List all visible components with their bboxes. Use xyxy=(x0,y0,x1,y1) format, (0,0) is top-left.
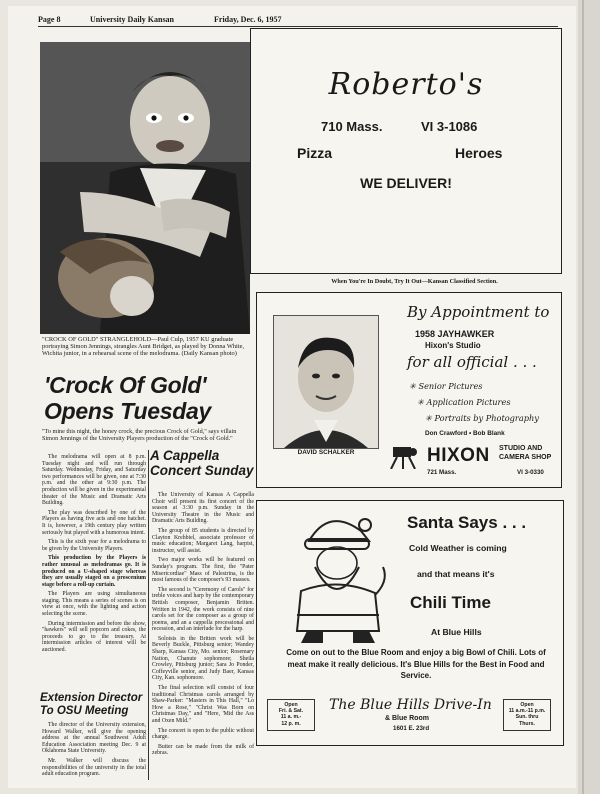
at-blue-hills: At Blue Hills xyxy=(431,627,482,637)
hixon-brand: HIXON xyxy=(427,445,490,466)
extension-body xyxy=(42,722,146,781)
bluehills-body: Come on out to the Blue Room and enjoy a big Bowl of Chili. Lots of meat make it really delicious. It's Blue Hills for the Best in Food and Service. xyxy=(286,648,546,680)
hixon-appointment: By Appointment to xyxy=(407,303,550,321)
hixon-studio-name: Hixon's Studio xyxy=(425,341,481,350)
chili-time: Chili Time xyxy=(410,593,491,612)
hixon-service: ✳ Application Pictures xyxy=(417,397,511,407)
hixon-jayhawker: 1958 JAYHAWKER xyxy=(415,329,495,339)
column-rule xyxy=(148,450,149,780)
santa-title: Santa Says . . . xyxy=(407,513,527,532)
santa-line1: Cold Weather is coming xyxy=(409,543,507,553)
roberto-address: 710 Mass. xyxy=(321,119,383,134)
bluehills-ad xyxy=(256,500,564,746)
newspaper-page xyxy=(8,6,576,788)
crock-headline: 'Crock Of Gold' Opens Tuesday xyxy=(44,372,211,424)
page-number: Page 8 xyxy=(38,15,61,24)
extension-paragraph: The director of the University extension, Howard Walker, will give the opening address at the annual Southwest Adult Education Association meeting Dec. 9 at Oklahoma State University. xyxy=(42,722,146,755)
crock-paragraph: The play was described by one of the Players as having five acts and one hatchet. It is, however, a 19th century play written seriously but played with a humorous intent. xyxy=(42,509,146,536)
hixon-service: ✳ Senior Pictures xyxy=(409,381,483,391)
cappella-paragraph: Two major works will be featured on Sunday's program. The first, the "Pater Misericordiae" Mass of Palestrina, is the most famous of the composer's 93 masses. xyxy=(152,557,254,584)
adjacent-page-edge xyxy=(578,0,600,794)
hixon-service: ✳ Portraits by Photography xyxy=(425,413,539,423)
cappella-paragraph: The group of 85 students is directed by Clayton Krehbiel, associate professor of music education; Margaret Lang, harpist, instructor, will assist. xyxy=(152,527,254,554)
roberto-ad xyxy=(250,28,562,274)
roberto-item-pizza: Pizza xyxy=(297,145,333,161)
cappella-paragraph: The second is "Ceremony of Carols" for treble voices and harp by the contemporary British composer, Benjamin Britten. Written in 1942, the work consists of nine carols set for the composer as a group of poems, and an a cappella processional and recession, and an interlude for the harp. xyxy=(152,586,254,633)
roberto-phone: VI 3-1086 xyxy=(421,119,478,134)
extension-paragraph: Mr. Walker will discuss the responsibilities of the university in the total adult education program. xyxy=(42,757,146,778)
news-photo xyxy=(40,42,250,334)
classified-note: When You're In Doubt, Try It Out—Kansan Classified Section. xyxy=(331,278,498,285)
crock-paragraph: During intermission and before the show, "hawkers" will sell popcorn and cokes, the proceeds to go to the treasury. At intermission articles of interest will be auctioned. xyxy=(42,620,146,654)
bluehills-sub: & Blue Room xyxy=(385,715,429,722)
cappella-paragraph: Butter can be made from the milk of zebras. xyxy=(152,743,254,757)
hours-weekday: Open 11 a.m.-11 p.m. Sun. thru Thurs. xyxy=(503,699,551,731)
cappella-paragraph: Soloists in the Britten work will be Beverly Buckle, Pittsburg senior; Wandey Sharp, Kansas City, Mo. senior; Rosemary Nation, Chanute sophomore; Sheila Crowley, Pittsburg junior; Sara Jo Ponder, Coffeyville senior, and Judy Baer, Kansas City, Kan. sophomore. xyxy=(152,635,254,682)
crock-body xyxy=(42,454,146,657)
bluehills-name: The Blue Hills Drive-In xyxy=(329,697,492,713)
crock-paragraph: The Players are using simultaneous staging. This means a series of scenes is on view at once, with the lighting and action selecting the scene. xyxy=(42,591,146,618)
hixon-official: for all official . . . xyxy=(407,353,537,371)
photo-illustration xyxy=(40,42,250,334)
bluehills-address: 1601 E. 23rd xyxy=(393,725,430,732)
portrait-photo xyxy=(273,315,379,449)
hours-weekend: Open Fri. & Sat. 11 a. m.- 12 p. m. xyxy=(267,699,315,731)
hixon-ad xyxy=(256,292,562,488)
portrait-illustration xyxy=(274,316,378,448)
crock-lede: "To mine this night, the honey crock, the precious Crock of Gold," says villain Simon Jennings of the University Players production of the "Crock of Gold." xyxy=(42,428,237,442)
cappella-paragraph: The concert is open to the public without charge. xyxy=(152,727,254,741)
hixon-shop: STUDIO AND CAMERA SHOP xyxy=(499,445,552,461)
hixon-address: 721 Mass. xyxy=(427,469,457,476)
extension-headline: Extension Director To OSU Meeting xyxy=(40,692,143,717)
roberto-item-heroes: Heroes xyxy=(455,145,503,161)
hixon-phone: VI 3-0330 xyxy=(517,469,544,476)
crock-paragraph: This is the sixth year for a melodrama to be given by the University Players. xyxy=(42,539,146,552)
paper-name: University Daily Kansan xyxy=(90,15,175,24)
roberto-tagline: WE DELIVER! xyxy=(360,175,452,191)
portrait-name: DAVID SCHALKER xyxy=(297,449,355,456)
photo-caption: "CROCK OF GOLD" STRANGLEHOLD—Paul Culp, 1957 KU graduate portraying Simon Jennings, strangles Aunt Bridget, as played by Donna White, Wichita junior, in a rehearsal scene of the melodrama. (Daily Kansan photo) xyxy=(42,336,245,358)
santa-line2: and that means it's xyxy=(417,569,495,579)
cappella-paragraph: The University of Kansas A Cappella Choir will present its first concert of the season at 3:30 p.m. Sunday in the University Theatre in the Music and Dramatic Arts Building. xyxy=(152,492,254,525)
hixon-staff: Don Crawford • Bob Blank xyxy=(425,430,505,437)
cappella-paragraph: The final selection will consist of four traditional Christmas carols arranged by Shaw-Parker: "Masters in This Hall," "Lo How a Rose," "Christ Was Born on Christmas Day," and "Here, 'Mid the Ass and Oxen Mild." xyxy=(152,685,254,724)
roberto-name: Roberto's xyxy=(328,67,484,102)
santa-illustration xyxy=(279,511,389,643)
cappella-headline: A Cappella Concert Sunday xyxy=(150,448,254,478)
issue-date: Friday, Dec. 6, 1957 xyxy=(214,15,282,24)
page-header xyxy=(38,14,558,27)
crock-paragraph: This production by the Players is rather unusual as melodramas go. It is produced on a U-shaped stage whereas they are usually staged on a proscenium stage before a roll-up curtain. xyxy=(42,555,146,588)
camera-icon xyxy=(387,443,423,469)
cappella-body xyxy=(152,492,254,760)
crock-paragraph: The melodrama will open at 8 p.m. Tuesday night and will run through Saturday. Wednesday, Friday, and Saturday two performances will be given, one at 7:30 p.m. and the other at 9:30 p.m. The production will be given in the experimental theater of the Music and Dramatic Arts Building. xyxy=(42,454,146,507)
